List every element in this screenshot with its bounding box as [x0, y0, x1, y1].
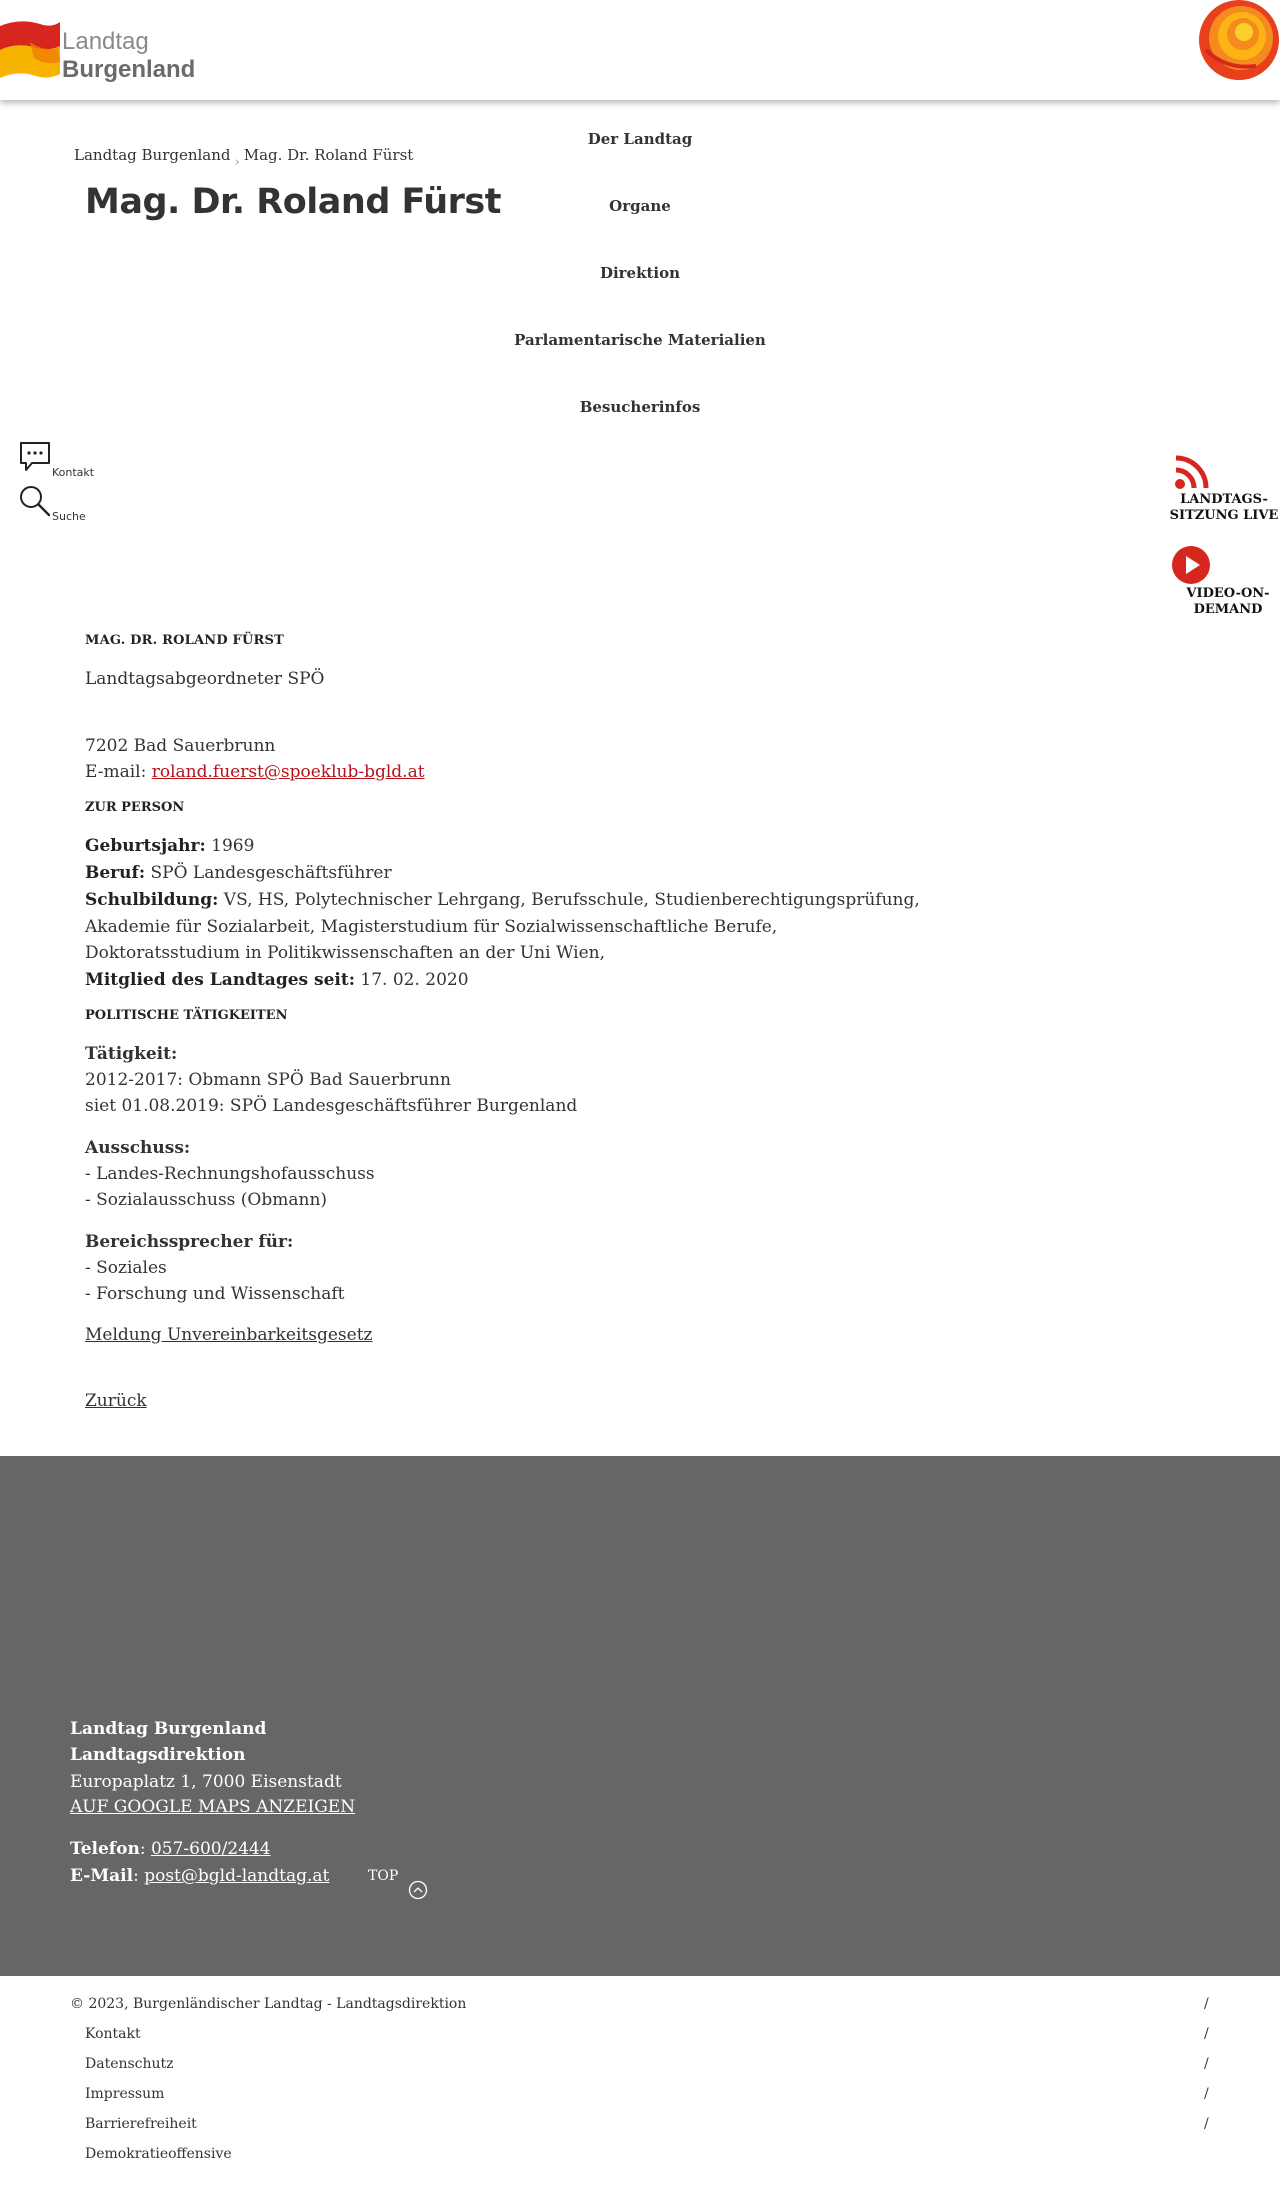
logo-text-burgenland: Burgenland: [62, 56, 196, 83]
section-heading-politische-taetigkeiten: POLITISCHE TÄTIGKEITEN: [85, 1008, 288, 1023]
activity-item: siet 01.08.2019: SPÖ Landesgeschäftsführer Burgenland: [85, 1096, 578, 1116]
footer-phone-row: Telefon: 057-600/2444: [70, 1839, 271, 1859]
footer-org-name: Landtag Burgenland: [70, 1719, 267, 1739]
footer-link-barrierefreiheit[interactable]: Barrierefreiheit: [85, 2116, 197, 2132]
footer-org-department: Landtagsdirektion: [70, 1745, 246, 1765]
member-label: Mitglied des Landtages seit:: [85, 970, 355, 990]
nav-item-der-landtag[interactable]: Der Landtag: [587, 130, 693, 148]
committee-label: Ausschuss:: [85, 1138, 191, 1158]
job-label: Beruf:: [85, 863, 146, 883]
separator: /: [1204, 2056, 1209, 2072]
search-icon: [18, 484, 52, 518]
separator: /: [1204, 1996, 1209, 2012]
arrow-up-circle-icon[interactable]: [408, 1880, 428, 1900]
separator: /: [1204, 2026, 1209, 2042]
nav-item-besucherinfos[interactable]: Besucherinfos: [579, 398, 701, 416]
rss-icon: [1172, 452, 1212, 492]
logo-text-landtag: Landtag: [62, 28, 149, 55]
search-label: Suche: [52, 510, 86, 523]
nav-item-direktion[interactable]: Direktion: [599, 264, 681, 282]
school-label: Schulbildung:: [85, 890, 219, 910]
live-label-line2: SITZUNG LIVE: [1169, 508, 1279, 523]
page-title: Mag. Dr. Roland Fürst: [85, 182, 501, 222]
school-line-2: Akademie für Sozialarbeit, Magisterstudium für Sozialwissenschaftliche Berufe,: [85, 917, 778, 937]
mail-link[interactable]: post@bgld-landtag.at: [144, 1866, 330, 1886]
vod-label-line2: DEMAND: [1193, 602, 1263, 617]
flag-logo-icon: [0, 18, 62, 80]
separator: /: [1204, 2116, 1209, 2132]
committee-item: - Sozialausschuss (Obmann): [85, 1190, 328, 1210]
spokesperson-item: - Soziales: [85, 1258, 167, 1278]
landtag-logo[interactable]: [0, 16, 196, 86]
footer-mail-row: E-Mail: post@bgld-landtag.at: [70, 1866, 330, 1886]
bottom-bar: [0, 1976, 1280, 2187]
footer-link-kontakt[interactable]: Kontakt: [85, 2026, 141, 2042]
profile-address: 7202 Bad Sauerbrunn: [85, 736, 276, 756]
person-member-row: [85, 967, 469, 994]
person-birth-row: [85, 833, 254, 860]
vod-label-line1: VIDEO-ON-: [1186, 586, 1270, 601]
contact-tool[interactable]: [18, 440, 108, 480]
contact-label: Kontakt: [52, 466, 95, 479]
breadcrumb-home[interactable]: Landtag Burgenland: [74, 146, 231, 164]
breadcrumb-separator-icon: ›: [234, 155, 240, 170]
chat-bubble-icon: [18, 440, 52, 474]
video-on-demand-button[interactable]: [1168, 544, 1280, 618]
sun-logo-icon[interactable]: [1196, 0, 1280, 84]
back-to-top-link[interactable]: TOP: [368, 1868, 399, 1884]
mail-label: E-Mail: [70, 1866, 134, 1886]
birth-label: Geburtsjahr:: [85, 836, 206, 856]
landtagssitzung-live-button[interactable]: [1168, 452, 1280, 524]
school-line-3: Doktoratsstudium in Politikwissenschaften an der Uni Wien,: [85, 943, 605, 963]
footer-link-demokratieoffensive[interactable]: Demokratieoffensive: [85, 2146, 232, 2162]
profile-email-row: [85, 759, 425, 786]
person-school-row: [85, 887, 920, 914]
email-label: E-mail:: [85, 762, 152, 782]
search-tool[interactable]: [18, 484, 108, 524]
profile-role: Landtagsabgeordneter SPÖ: [85, 669, 325, 689]
person-job-row: [85, 860, 392, 887]
phone-link[interactable]: 057-600/2444: [150, 1839, 271, 1859]
email-link[interactable]: roland.fuerst@spoeklub-bgld.at: [151, 762, 425, 782]
play-icon: [1170, 544, 1212, 586]
activity-label: Tätigkeit:: [85, 1044, 178, 1064]
google-maps-link[interactable]: AUF GOOGLE MAPS ANZEIGEN: [70, 1797, 356, 1817]
member-value: 17. 02. 2020: [360, 970, 469, 990]
committee-item: - Landes-Rechnungshofausschuss: [85, 1164, 375, 1184]
footer-link-impressum[interactable]: Impressum: [85, 2086, 165, 2102]
site-header: [0, 0, 1280, 100]
section-heading-zur-person: ZUR PERSON: [85, 800, 185, 815]
birth-value: 1969: [211, 836, 255, 856]
job-value: SPÖ Landesgeschäftsführer: [150, 863, 392, 883]
footer-link-datenschutz[interactable]: Datenschutz: [85, 2056, 174, 2072]
copyright-text: © 2023, Burgenländischer Landtag - Landtagsdirektion: [70, 1996, 467, 2012]
incompatibility-report-link[interactable]: Meldung Unvereinbarkeitsgesetz: [85, 1325, 373, 1345]
site-footer: [0, 1456, 1280, 1976]
spokesperson-item: - Forschung und Wissenschaft: [85, 1284, 345, 1304]
breadcrumb: [74, 146, 414, 170]
footer-address: Europaplatz 1, 7000 Eisenstadt: [70, 1772, 342, 1792]
nav-item-parlamentarische-materialien[interactable]: Parlamentarische Materialien: [514, 331, 766, 349]
separator: /: [1204, 2086, 1209, 2102]
profile-name-heading: MAG. DR. ROLAND FÜRST: [85, 633, 284, 648]
spokesperson-label: Bereichssprecher für:: [85, 1232, 294, 1252]
nav-item-organe[interactable]: Organe: [609, 197, 671, 215]
activity-item: 2012-2017: Obmann SPÖ Bad Sauerbrunn: [85, 1070, 451, 1090]
phone-label: Telefon: [70, 1839, 140, 1859]
school-line-1: VS, HS, Polytechnischer Lehrgang, Berufsschule, Studienberechtigungsprüfung,: [223, 890, 920, 910]
back-link[interactable]: Zurück: [85, 1391, 147, 1411]
live-label-line1: LANDTAGS-: [1180, 492, 1268, 507]
breadcrumb-current: Mag. Dr. Roland Fürst: [243, 146, 414, 164]
